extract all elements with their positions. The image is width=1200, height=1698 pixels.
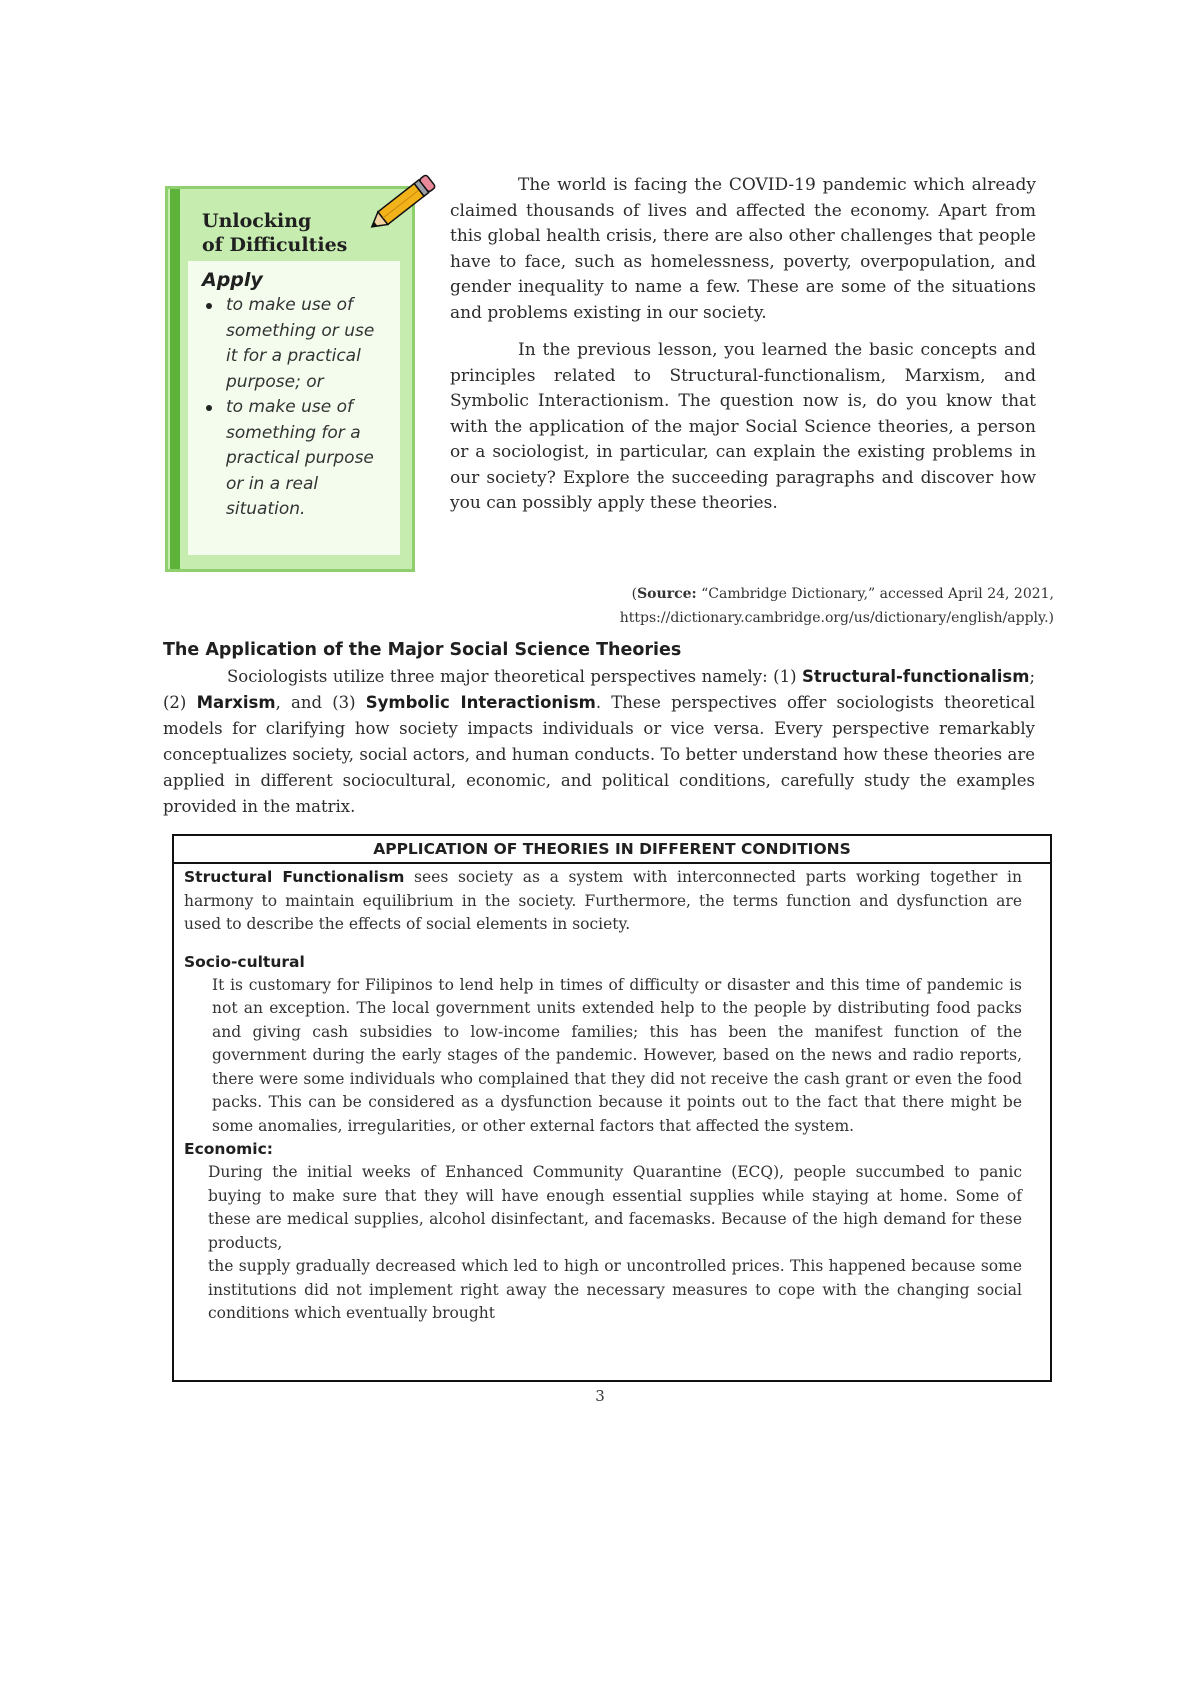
theory-desc-text: sees society as a system with interconnected parts working together in harmony to maintain equilibrium in the society. Furthermore, the terms function and dysfunction are used to describe the effects of social elements in society.	[184, 868, 1022, 933]
definition-panel	[188, 261, 400, 555]
intro-paragraph-2: In the previous lesson, you learned the basic concepts and principles related to Structural-functionalism, Marxism, and Symbolic Interactionism. The question now is, do you know that with the application of the major Social Science theories, a person or a sociologist, in particular, can explain the existing problems in our society? Explore the succeeding paragraphs and discover how you can possibly apply these theories.	[450, 340, 1036, 513]
matrix-body	[174, 864, 1050, 1326]
box-title-line2: of Difficulties	[202, 234, 348, 256]
source-open-paren: (	[631, 586, 638, 602]
definition-list	[202, 293, 390, 523]
definition-item: to make use of something for a practical purpose or in a real situation.	[202, 395, 390, 523]
economic-text-1: During the initial weeks of Enhanced Community Quarantine (ECQ), people succumbed to panic buying to make sure that they will have enough essential supplies while staying at home. Some of these are medical supplies, alcohol disinfectant, and facemasks. Because of the high demand for these products,	[208, 1163, 1022, 1252]
pencil-icon	[358, 168, 444, 240]
term-structural-functionalism: Structural-functionalism	[802, 667, 1030, 686]
source-url: https://dictionary.cambridge.org/us/dictionary/english/apply.)	[619, 610, 1054, 626]
section-text-a: Sociologists utilize three major theoretical perspectives namely: (1)	[227, 667, 803, 686]
section-body	[163, 664, 1035, 820]
box-title	[202, 209, 362, 257]
page-number: 3	[595, 1387, 605, 1405]
source-label: Source:	[637, 586, 697, 602]
section-paragraph	[163, 664, 1035, 820]
sociocultural-text: It is customary for Filipinos to lend help in times of difficulty or disaster and this time of pandemic is not an exception. The local government units extended help to the people by distributing food packs and giving cash subsidies to low-income families; this has been the manifest function of the government during the early stages of the pandemic. However, based on the news and radio reports, there were some individuals who complained that they did not receive the cash grant or even the food packs. This can be considered as a dysfunction because it points out to the fact that there might be some anomalies, irregularities, or other external factors that affected the system.	[212, 975, 1022, 1135]
box-title-line1: Unlocking	[202, 210, 312, 232]
sociocultural-heading: Socio-cultural	[184, 952, 305, 971]
economic-text-2: the supply gradually decreased which led to high or uncontrolled prices. This happened because some institutions did not implement right away the necessary measures to cope with the changing social conditions which eventually brought	[208, 1257, 1022, 1322]
theory-name: Structural Functionalism	[184, 868, 405, 886]
theory-description	[184, 866, 1022, 937]
definition-item: to make use of something or use it for a practical purpose; or	[202, 293, 390, 395]
section-title: The Application of the Major Social Science Theories	[163, 640, 682, 660]
vocab-term: Apply	[202, 269, 263, 291]
source-text: “Cambridge Dictionary,” accessed April 24, 2021,	[701, 586, 1054, 602]
term-marxism: Marxism	[196, 693, 276, 712]
box-accent-stripe	[170, 189, 180, 569]
section-text-b: ; (2)	[163, 667, 1035, 712]
section-text-d: . These perspectives offer sociologists theoretical models for clarifying how society impacts individuals or vice versa. Every perspective remarkably conceptualizes society, social actors, and human conducts. To better understand how these theories are applied in different sociocultural, economic, and political conditions, carefully study the examples provided in the matrix.	[163, 693, 1035, 816]
section-text-c: , and (3)	[275, 693, 366, 712]
economic-heading: Economic:	[184, 1140, 273, 1158]
theories-matrix	[172, 834, 1052, 1382]
unlocking-difficulties-box	[165, 186, 415, 572]
source-citation	[434, 582, 1054, 630]
matrix-header: APPLICATION OF THEORIES IN DIFFERENT CONDITIONS	[174, 836, 1050, 864]
intro-paragraph-1: The world is facing the COVID-19 pandemic which already claimed thousands of lives and affected the economy. Apart from this global health crisis, there are also other challenges that people have to face, such as homelessness, poverty, overpopulation, and gender inequality to name a few. These are some of the situations and problems existing in our society.	[450, 175, 1036, 323]
term-symbolic-interactionism: Symbolic Interactionism	[365, 693, 596, 712]
intro-text	[450, 173, 1036, 529]
